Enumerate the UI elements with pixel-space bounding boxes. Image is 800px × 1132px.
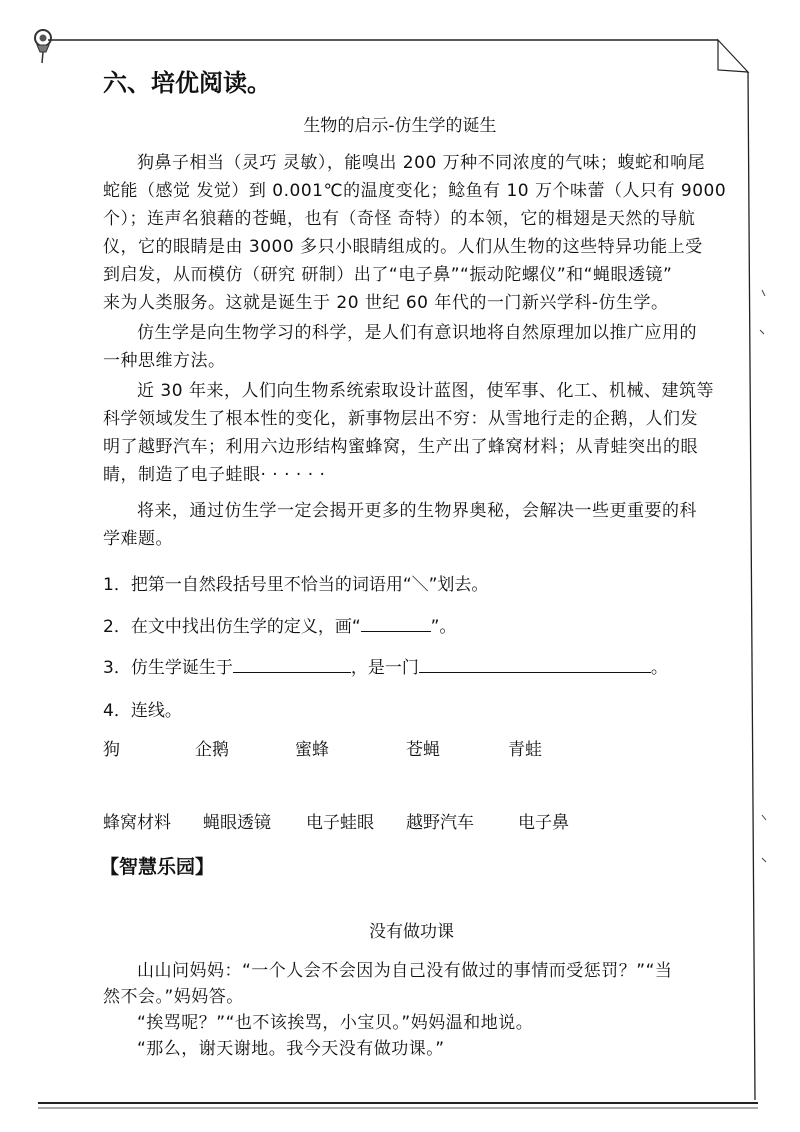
text-line: 科学领域发生了根本性的变化，新事物层出不穷：从雪地行走的企鹅，人们发 (103, 409, 698, 429)
question-4: 4．连线。 (103, 701, 182, 721)
bonus-story (103, 958, 672, 1062)
section-heading: 六、培优阅读。 (103, 69, 271, 97)
question-1: 1．把第一自然段括号里不恰当的词语用“＼”划去。 (103, 575, 489, 595)
match-item[interactable]: 蜂窝材料 (103, 813, 171, 833)
article-paragraph-1 (103, 149, 726, 317)
question-2-text: 2．在文中找出仿生学的定义，画“ (103, 617, 361, 637)
question-3 (103, 653, 668, 678)
question-3-mid: ，是一门 (350, 658, 419, 678)
bonus-title: 没有做功课 (369, 922, 454, 942)
text-line: 山山问妈妈：“一个人会不会因为自己没有做过的事情而受惩罚？”“当 (137, 961, 673, 981)
text-line: 个）；连声名狼藉的苍蝇，也有（奇怪 奇特）的本领，它的楫翅是天然的导航 (103, 209, 696, 229)
match-item[interactable]: 苍蝇 (406, 740, 440, 760)
match-item[interactable]: 蜜蜂 (295, 740, 329, 760)
match-item[interactable]: 蝇眼透镜 (203, 813, 271, 833)
question-3-text: 3．仿生学诞生于 (103, 658, 233, 678)
match-item[interactable]: 企鹅 (195, 740, 229, 760)
text-line: 明了越野汽车；利用六边形结构蜜蜂窝，生产出了蜂窝材料；从青蛙突出的眼 (103, 437, 698, 457)
article-paragraph-2 (103, 319, 697, 375)
question-3-end: 。 (650, 658, 668, 678)
text-line: 将来，通过仿生学一定会揭开更多的生物界奥秘，会解决一些更重要的科 (137, 501, 697, 521)
answer-blank[interactable] (419, 654, 651, 673)
article-title: 生物的启示-仿生学的诞生 (303, 116, 497, 136)
match-item[interactable]: 电子蛙眼 (306, 813, 374, 833)
text-line: “那么，谢天谢地。我今天没有做功课。” (137, 1039, 445, 1059)
match-item[interactable]: 越野汽车 (406, 813, 474, 833)
question-2-end: ”。 (430, 617, 457, 637)
text-line: 蛇能（感觉 发觉）到 0.001℃的温度变化；鲶鱼有 10 万个味蕾（人只有 9000 (103, 181, 727, 201)
match-item[interactable]: 电子鼻 (518, 813, 569, 833)
pushpin-icon (28, 26, 62, 66)
text-line: 近 30 年来，人们向生物系统索取设计蓝图，使军事、化工、机械、建筑等 (137, 381, 714, 401)
text-line: 来为人类服务。这就是诞生于 20 世纪 60 年代的一门新兴学科-仿生学。 (103, 293, 669, 313)
match-item[interactable]: 狗 (103, 740, 120, 760)
text-line: 睛，制造了电子蛙眼· · · · · · (103, 465, 326, 485)
match-item[interactable]: 青蛙 (508, 740, 542, 760)
bonus-heading: 【智慧乐园】 (100, 856, 215, 878)
article-paragraph-3 (103, 377, 714, 489)
answer-blank[interactable] (361, 613, 431, 632)
question-2 (103, 612, 456, 637)
text-line: 一种思维方法。 (103, 351, 226, 371)
text-line: 仪，它的眼睛是由 3000 多只小眼睛组成的。人们从生物的这些特异功能上受 (103, 237, 703, 257)
article-paragraph-4 (103, 497, 697, 553)
text-line: “挨骂呢？”“也不该挨骂，小宝贝。”妈妈温和地说。 (137, 1013, 534, 1033)
text-line: 然不会。”妈妈答。 (103, 987, 244, 1007)
text-line: 仿生学是向生物学习的科学，是人们有意识地将自然原理加以推广应用的 (137, 323, 697, 343)
text-line: 到启发，从而模仿（研究 研制）出了“电子鼻”“振动陀螺仪”和“蝇眼透镜” (103, 265, 673, 285)
answer-blank[interactable] (233, 654, 351, 673)
text-line: 学难题。 (103, 529, 173, 549)
text-line: 狗鼻子相当（灵巧 灵敏），能嗅出 200 万种不同浓度的气味；蝮蛇和响尾 (137, 153, 706, 173)
